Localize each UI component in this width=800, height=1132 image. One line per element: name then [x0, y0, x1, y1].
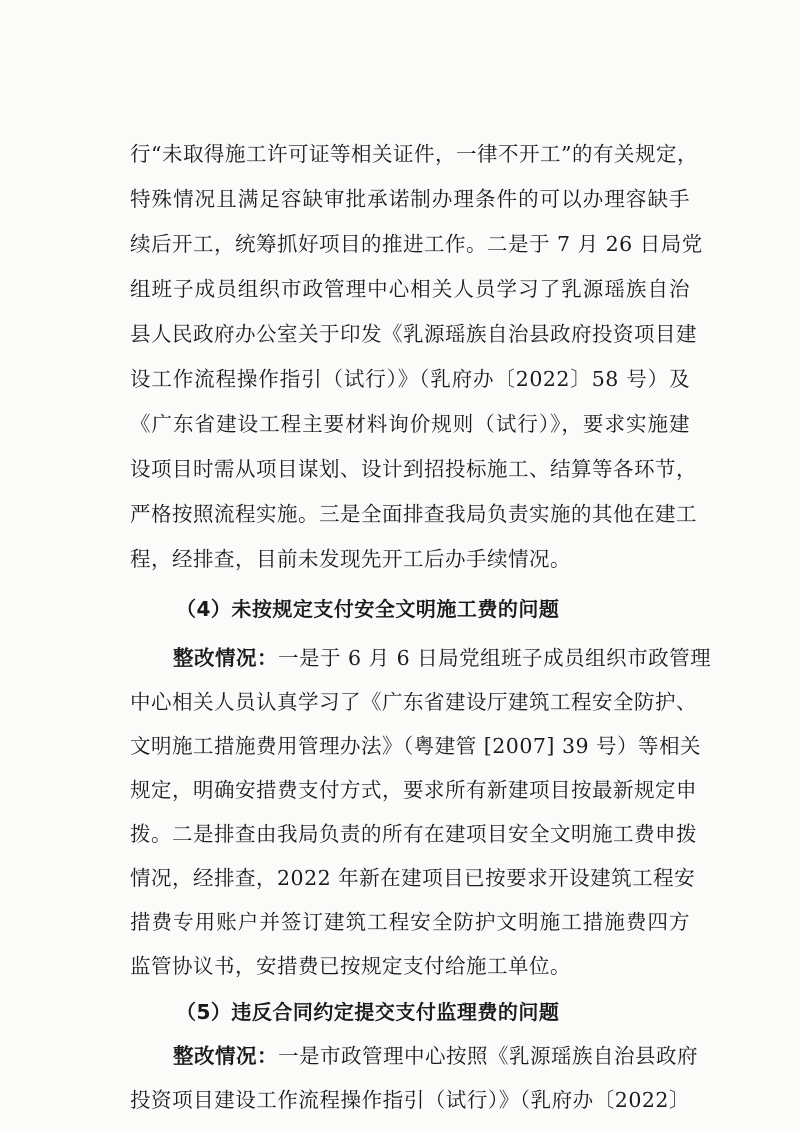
body-line: 组班子成员组织市政管理中心相关人员学习了乳源瑶族自治: [130, 277, 690, 301]
section-4-lead-line: [173, 640, 712, 676]
body-line: 中心相关人员认真学习了《广东省建设厅建筑工程安全防护、: [130, 690, 697, 714]
section-heading-4: （4）未按规定支付安全文明施工费的问题: [176, 597, 560, 621]
body-line: 规定，明确安措费支付方式，要求所有新建项目按最新规定申: [130, 778, 697, 802]
body-line: 行“未取得施工许可证等相关证件，一律不开工”的有关规定，: [130, 142, 698, 166]
body-line: 设项目时需从项目谋划、设计到招投标施工、结算等各环节，: [130, 457, 697, 481]
section-5-lead-text: 一是市政管理中心按照《乳源瑶族自治县政府: [278, 1044, 698, 1068]
body-line: 严格按照流程实施。三是全面排查我局负责实施的其他在建工: [130, 502, 697, 526]
body-line: 《广东省建设工程主要材料询价规则（试行）》，要求实施建: [130, 412, 690, 436]
section-5-lead-line: [173, 1038, 698, 1074]
body-line: 情况，经排查，2022 年新在建项目已按要求开设建筑工程安: [130, 866, 696, 890]
rectification-label: 整改情况：: [173, 646, 278, 670]
body-line: 特殊情况且满足容缺审批承诺制办理条件的可以办理容缺手: [130, 187, 690, 211]
rectification-label: 整改情况：: [173, 1044, 278, 1068]
body-line: 投资项目建设工作流程操作指引（试行）》（乳府办〔2022〕: [130, 1088, 690, 1112]
body-line: 县人民政府办公室关于印发《乳源瑶族自治县政府投资项目建: [130, 322, 697, 346]
body-line: 设工作流程操作指引（试行）》（乳府办〔2022〕58 号）及: [130, 367, 690, 391]
body-line: 拨。二是排查由我局负责的所有在建项目安全文明施工费申拨: [130, 822, 697, 846]
body-line: 文明施工措施费用管理办法》（粤建管 [2007] 39 号）等相关: [130, 734, 702, 758]
body-line: 程，经排查，目前未发现先开工后办手续情况。: [130, 547, 571, 571]
section-heading-5: （5）违反合同约定提交支付监理费的问题: [176, 1000, 560, 1024]
section-4-lead-text: 一是于 6 月 6 日局党组班子成员组织市政管理: [278, 646, 712, 670]
body-line: 措费专用账户并签订建筑工程安全防护文明施工措施费四方: [130, 910, 690, 934]
body-line: 续后开工，统筹抓好项目的推进工作。二是于 7 月 26 日局党: [130, 232, 703, 256]
body-line: 监管协议书，安措费已按规定支付给施工单位。: [130, 954, 571, 978]
